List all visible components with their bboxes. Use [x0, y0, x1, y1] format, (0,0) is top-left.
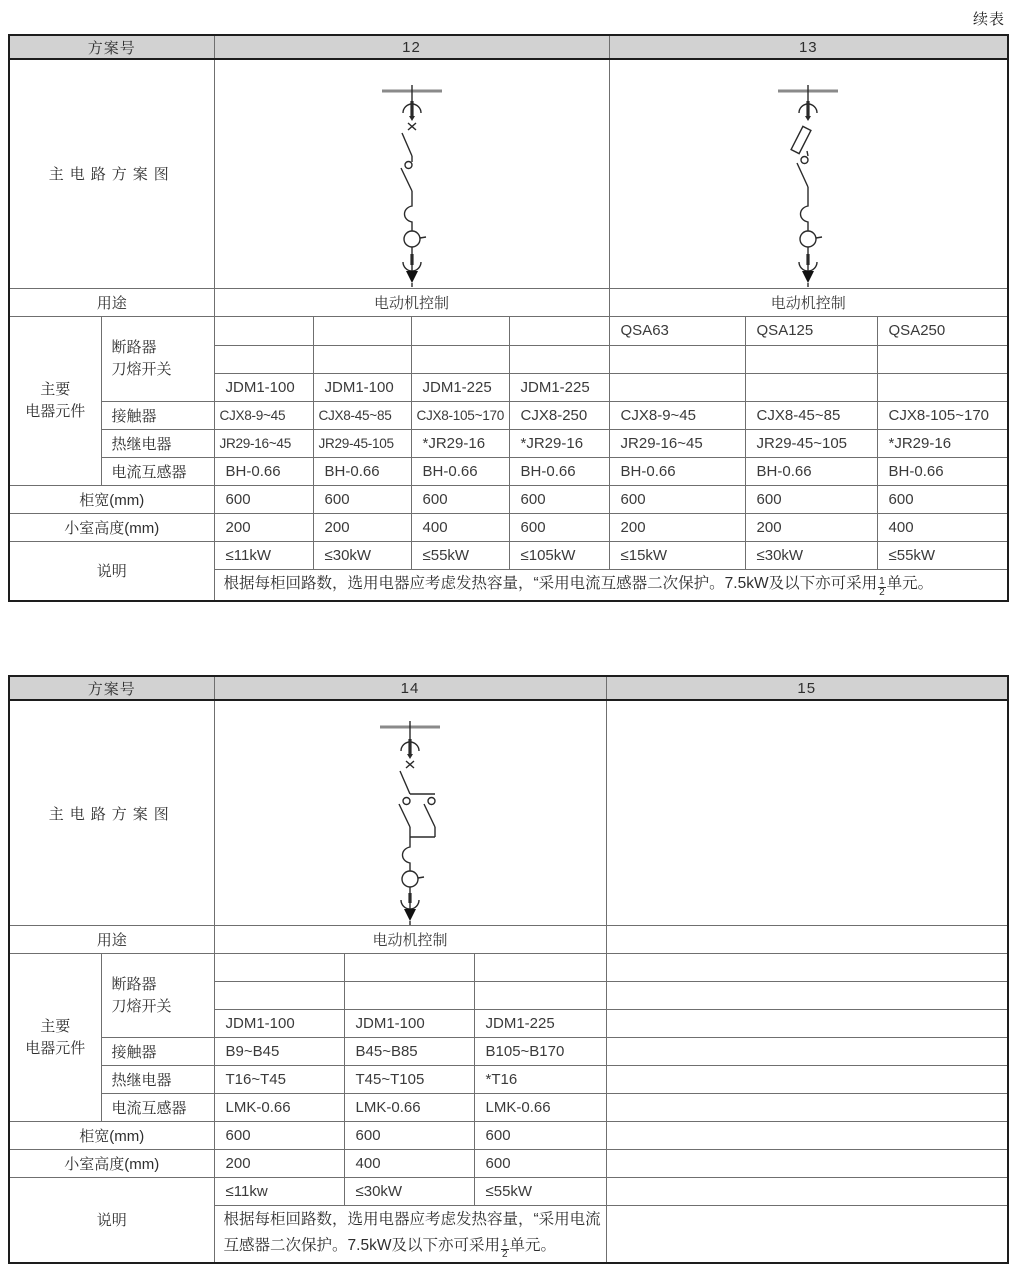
empty-cell — [411, 316, 509, 345]
empty-cell — [606, 926, 1008, 954]
power-rating-cell: ≤55kW — [411, 541, 509, 569]
value-cell: 600 — [313, 485, 411, 513]
scheme-no-header: 方案号 — [9, 35, 214, 59]
value-cell: T16~T45 — [214, 1066, 344, 1094]
value-cell: 200 — [214, 1150, 344, 1178]
value-cell: 400 — [344, 1150, 474, 1178]
thermal-relay-label: 热继电器 — [101, 1066, 214, 1094]
empty-cell — [606, 1122, 1008, 1150]
main-circuit-label: 主电路方案图 — [9, 59, 214, 288]
switch-blade-icon — [399, 804, 410, 827]
one-half-fraction: $\frac{1}{2}$ — [501, 1238, 508, 1261]
scheme-14-circuit-diagram — [350, 701, 470, 925]
cabinet-width-label: 柜宽(mm) — [9, 485, 214, 513]
room-height-label: 小室高度(mm) — [9, 513, 214, 541]
value-cell: BH-0.66 — [609, 457, 745, 485]
switch-blade-icon — [402, 133, 412, 156]
empty-cell — [606, 1206, 1008, 1263]
value-cell: 200 — [609, 513, 745, 541]
usage-value: 电动机控制 — [214, 288, 609, 316]
value-cell: 200 — [745, 513, 877, 541]
scheme-12-circuit-diagram — [352, 61, 472, 287]
contactor-label: 接触器 — [101, 401, 214, 429]
note-text: 根据每柜回路数，选用电器应考虑发热容量，“采用电流互感器二次保护。7.5kW及以下亦可采用 — [223, 1211, 601, 1255]
empty-cell — [509, 345, 609, 373]
empty-cell — [877, 373, 1008, 401]
value-cell: JDM1-100 — [313, 373, 411, 401]
value-cell: 400 — [411, 513, 509, 541]
ct-circle-icon — [404, 231, 420, 247]
breaker-switch-label: 断路器 刀熔开关 — [101, 954, 214, 1038]
ct-circle-icon — [800, 231, 816, 247]
ct-circle-icon — [402, 871, 418, 887]
value-cell: LMK-0.66 — [214, 1094, 344, 1122]
power-rating-cell: ≤30kW — [313, 541, 411, 569]
scheme-12-header: 12 — [214, 35, 609, 59]
empty-cell — [606, 1178, 1008, 1206]
main-circuit-label: 主电路方案图 — [9, 700, 214, 926]
value-cell: 600 — [214, 485, 313, 513]
thermal-relay-icon — [403, 843, 411, 871]
value-cell: 200 — [214, 513, 313, 541]
value-cell: 600 — [474, 1150, 606, 1178]
note-text: 根据每柜回路数，选用电器应考虑发热容量，“采用电流互感器二次保护。7.5kW及以下亦可采用 — [223, 575, 878, 593]
empty-cell — [745, 373, 877, 401]
value-cell: JDM1-100 — [214, 1010, 344, 1038]
value-cell: BH-0.66 — [313, 457, 411, 485]
scheme-14-header: 14 — [214, 676, 606, 700]
value-cell: 400 — [877, 513, 1008, 541]
value-cell: B9~B45 — [214, 1038, 344, 1066]
scheme-12-diagram-cell — [214, 59, 609, 288]
value-cell: 600 — [509, 513, 609, 541]
empty-cell — [214, 345, 313, 373]
value-cell: BH-0.66 — [214, 457, 313, 485]
value-cell: 600 — [509, 485, 609, 513]
value-cell: JDM1-225 — [509, 373, 609, 401]
fuse-icon — [791, 126, 811, 153]
value-cell: 600 — [344, 1122, 474, 1150]
value-cell: B105~B170 — [474, 1038, 606, 1066]
value-cell: JR29-16~45 — [609, 429, 745, 457]
value-cell: QSA125 — [745, 316, 877, 345]
contactor-contact-icon — [801, 156, 808, 163]
value-cell: BH-0.66 — [877, 457, 1008, 485]
value-cell: *JR29-16 — [877, 429, 1008, 457]
value-cell: 600 — [474, 1122, 606, 1150]
note-cell — [214, 1206, 606, 1263]
value-cell: JR29-45-105 — [313, 429, 411, 457]
value-cell: CJX8-9~45 — [214, 401, 313, 429]
current-transformer-label: 电流互感器 — [101, 457, 214, 485]
breaker-x-icon — [408, 123, 416, 130]
breaker-switch-label: 断路器 刀熔开关 — [101, 316, 214, 401]
power-rating-cell: ≤11kW — [214, 541, 313, 569]
value-cell: 600 — [745, 485, 877, 513]
empty-cell — [745, 345, 877, 373]
value-cell: JDM1-225 — [411, 373, 509, 401]
empty-cell — [609, 345, 745, 373]
thermal-relay-label: 热继电器 — [101, 429, 214, 457]
arrow-icon — [802, 271, 814, 283]
value-cell: JR29-45~105 — [745, 429, 877, 457]
empty-cell — [313, 316, 411, 345]
thermal-relay-icon — [404, 202, 412, 231]
empty-cell — [606, 1010, 1008, 1038]
value-cell: JR29-16~45 — [214, 429, 313, 457]
power-rating-cell: ≤15kW — [609, 541, 745, 569]
contactor-contact-icon — [403, 798, 410, 805]
note-text-suffix: 单元。 — [509, 1237, 557, 1255]
empty-cell — [606, 954, 1008, 982]
arrow-icon — [406, 271, 418, 283]
value-cell: *T16 — [474, 1066, 606, 1094]
empty-cell — [606, 1038, 1008, 1066]
value-cell: 600 — [214, 1122, 344, 1150]
power-rating-cell: ≤11kw — [214, 1178, 344, 1206]
empty-cell — [606, 1150, 1008, 1178]
value-cell: BH-0.66 — [745, 457, 877, 485]
value-cell: 600 — [877, 485, 1008, 513]
thermal-relay-icon — [801, 202, 809, 231]
empty-cell — [609, 373, 745, 401]
value-cell: 600 — [609, 485, 745, 513]
usage-value: 电动机控制 — [609, 288, 1008, 316]
switch-blade-icon — [797, 163, 808, 187]
scheme-table-12-13 — [8, 34, 1009, 602]
main-components-label: 主要 电器元件 — [9, 316, 101, 485]
empty-cell — [606, 982, 1008, 1010]
notes-label: 说明 — [9, 541, 214, 601]
arrow-icon — [404, 909, 416, 921]
value-cell: QSA250 — [877, 316, 1008, 345]
power-rating-cell: ≤55kW — [877, 541, 1008, 569]
power-rating-cell: ≤30kW — [344, 1178, 474, 1206]
value-cell: CJX8-45~85 — [745, 401, 877, 429]
one-half-fraction: $\frac{1}{2}$ — [879, 576, 885, 599]
empty-cell — [474, 982, 606, 1010]
power-rating-cell: ≤30kW — [745, 541, 877, 569]
scheme-table-14-15 — [8, 675, 1009, 1264]
room-height-label: 小室高度(mm) — [9, 1150, 214, 1178]
empty-cell — [606, 1066, 1008, 1094]
scheme-13-header: 13 — [609, 35, 1008, 59]
scheme-no-header: 方案号 — [9, 676, 214, 700]
value-cell: LMK-0.66 — [344, 1094, 474, 1122]
value-cell: LMK-0.66 — [474, 1094, 606, 1122]
continued-table-label: 续表 — [972, 11, 1005, 28]
value-cell: CJX8-250 — [509, 401, 609, 429]
main-components-label: 主要 电器元件 — [9, 954, 101, 1122]
note-cell — [214, 569, 1008, 601]
value-cell: JDM1-100 — [344, 1010, 474, 1038]
switch-blade-icon — [424, 804, 435, 827]
value-cell: BH-0.66 — [411, 457, 509, 485]
value-cell: CJX8-105~170 — [411, 401, 509, 429]
empty-cell — [606, 700, 1008, 926]
empty-cell — [877, 345, 1008, 373]
contactor-label: 接触器 — [101, 1038, 214, 1066]
usage-value: 电动机控制 — [214, 926, 606, 954]
power-rating-cell: ≤105kW — [509, 541, 609, 569]
value-cell: 200 — [313, 513, 411, 541]
value-cell: JDM1-225 — [474, 1010, 606, 1038]
value-cell: T45~T105 — [344, 1066, 474, 1094]
switch-blade-icon — [400, 771, 410, 794]
value-cell: QSA63 — [609, 316, 745, 345]
scheme-13-diagram-cell — [609, 59, 1008, 288]
empty-cell — [474, 954, 606, 982]
contactor-contact-icon — [405, 161, 412, 168]
empty-cell — [313, 345, 411, 373]
value-cell: *JR29-16 — [509, 429, 609, 457]
usage-label: 用途 — [9, 288, 214, 316]
value-cell: 600 — [411, 485, 509, 513]
value-cell: CJX8-45~85 — [313, 401, 411, 429]
empty-cell — [214, 982, 344, 1010]
value-cell: *JR29-16 — [411, 429, 509, 457]
empty-cell — [344, 954, 474, 982]
empty-cell — [509, 316, 609, 345]
value-cell: B45~B85 — [344, 1038, 474, 1066]
value-cell: JDM1-100 — [214, 373, 313, 401]
empty-cell — [214, 954, 344, 982]
contactor-contact-icon — [428, 798, 435, 805]
empty-cell — [214, 316, 313, 345]
power-rating-cell: ≤55kW — [474, 1178, 606, 1206]
notes-label: 说明 — [9, 1178, 214, 1263]
value-cell: CJX8-9~45 — [609, 401, 745, 429]
scheme-13-circuit-diagram — [748, 61, 868, 287]
value-cell: CJX8-105~170 — [877, 401, 1008, 429]
empty-cell — [606, 1094, 1008, 1122]
empty-cell — [411, 345, 509, 373]
switch-blade-icon — [401, 168, 412, 191]
empty-cell — [344, 982, 474, 1010]
usage-label: 用途 — [9, 926, 214, 954]
current-transformer-label: 电流互感器 — [101, 1094, 214, 1122]
scheme-15-header: 15 — [606, 676, 1008, 700]
scheme-14-diagram-cell — [214, 700, 606, 926]
cabinet-width-label: 柜宽(mm) — [9, 1122, 214, 1150]
breaker-x-icon — [406, 761, 414, 768]
value-cell: BH-0.66 — [509, 457, 609, 485]
note-text-suffix: 单元。 — [886, 575, 934, 593]
